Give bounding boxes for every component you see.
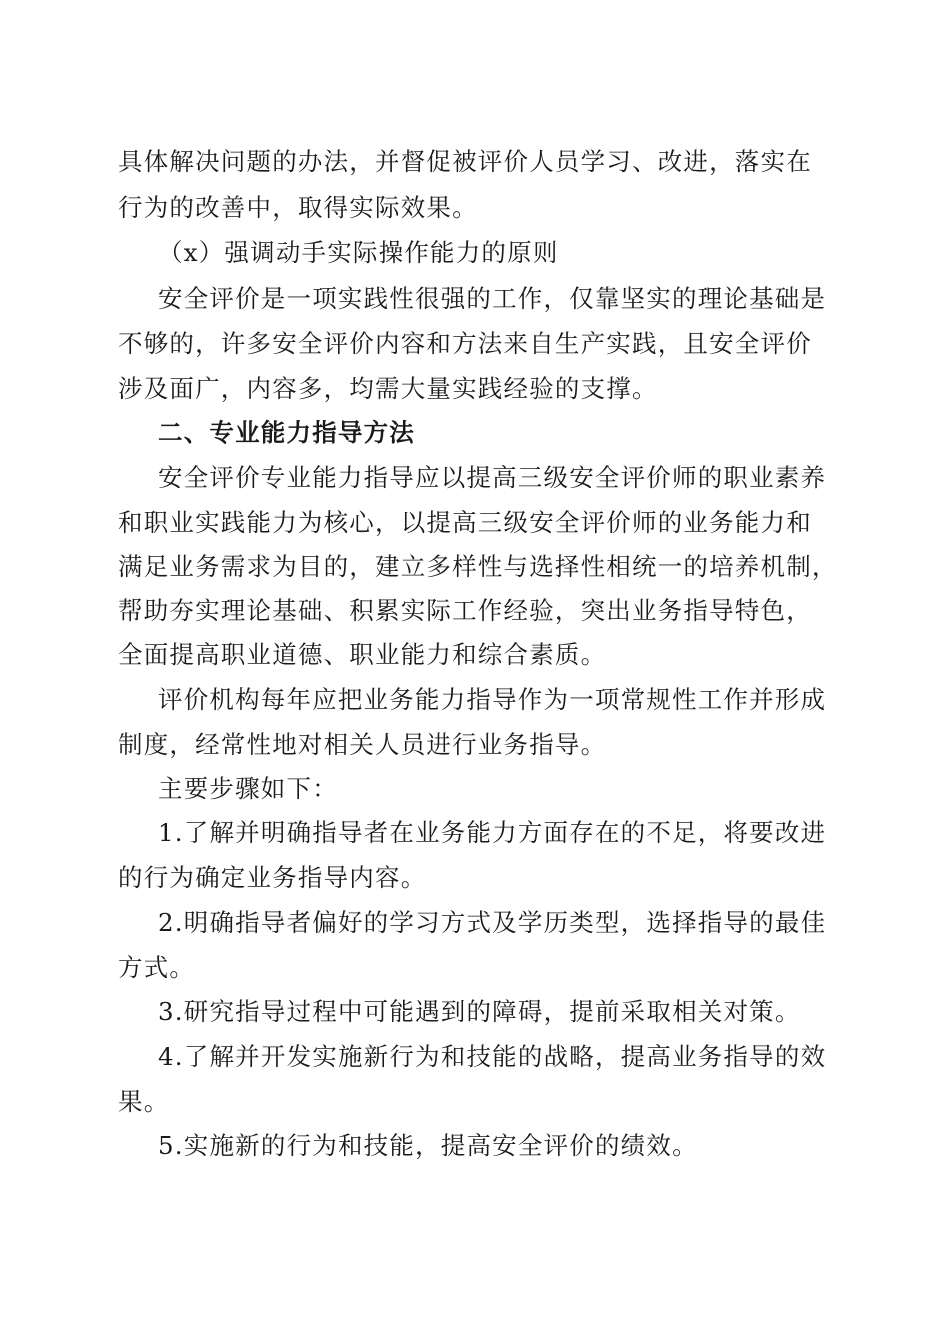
list-item: 3.研究指导过程中可能遇到的障碍，提前采取相关对策。 [158, 997, 801, 1026]
list-item: 5.实施新的行为和技能，提高安全评价的绩效。 [158, 1131, 698, 1160]
paragraph-line: 安全评价是一项实践性很强的工作，仅靠坚实的理论基础是 [158, 284, 827, 313]
list-item-continuation: 方式。 [118, 953, 196, 982]
paragraph-line: 具体解决问题的办法，并督促被评价人员学习、改进，落实在 [118, 147, 812, 176]
list-item: 4.了解并开发实施新行为和技能的战略，提高业务指导的效 [158, 1042, 827, 1071]
principle-heading: （x）强调动手实际操作能力的原则 [158, 238, 559, 267]
paragraph-line: 行为的改善中，取得实际效果。 [118, 193, 478, 222]
list-item-continuation: 果。 [118, 1087, 170, 1116]
list-item: 1.了解并明确指导者在业务能力方面存在的不足，将要改进 [158, 818, 827, 847]
paragraph-line: 和职业实践能力为核心，以提高三级安全评价师的业务能力和 [118, 508, 812, 537]
paragraph-line: 帮助夯实理论基础、积累实际工作经验，突出业务指导特色， [118, 596, 812, 625]
paragraph-line: 满足业务需求为目的，建立多样性与选择性相统一的培养机制， [118, 552, 838, 581]
paragraph-line: 全面提高职业道德、职业能力和综合素质。 [118, 640, 607, 669]
paragraph-line: 涉及面广，内容多，均需大量实践经验的支撑。 [118, 374, 658, 403]
list-item-continuation: 的行为确定业务指导内容。 [118, 863, 427, 892]
list-item: 2.明确指导者偏好的学习方式及学历类型，选择指导的最佳 [158, 908, 827, 937]
paragraph-line: 不够的，许多安全评价内容和方法来自生产实践，且安全评价 [118, 329, 812, 358]
paragraph-line: 主要步骤如下： [158, 774, 338, 803]
paragraph-line: 安全评价专业能力指导应以提高三级安全评价师的职业素养 [158, 463, 827, 492]
paragraph-line: 评价机构每年应把业务能力指导作为一项常规性工作并形成 [158, 685, 827, 714]
paragraph-line: 制度，经常性地对相关人员进行业务指导。 [118, 730, 607, 759]
section-heading: 二、专业能力指导方法 [158, 418, 415, 447]
